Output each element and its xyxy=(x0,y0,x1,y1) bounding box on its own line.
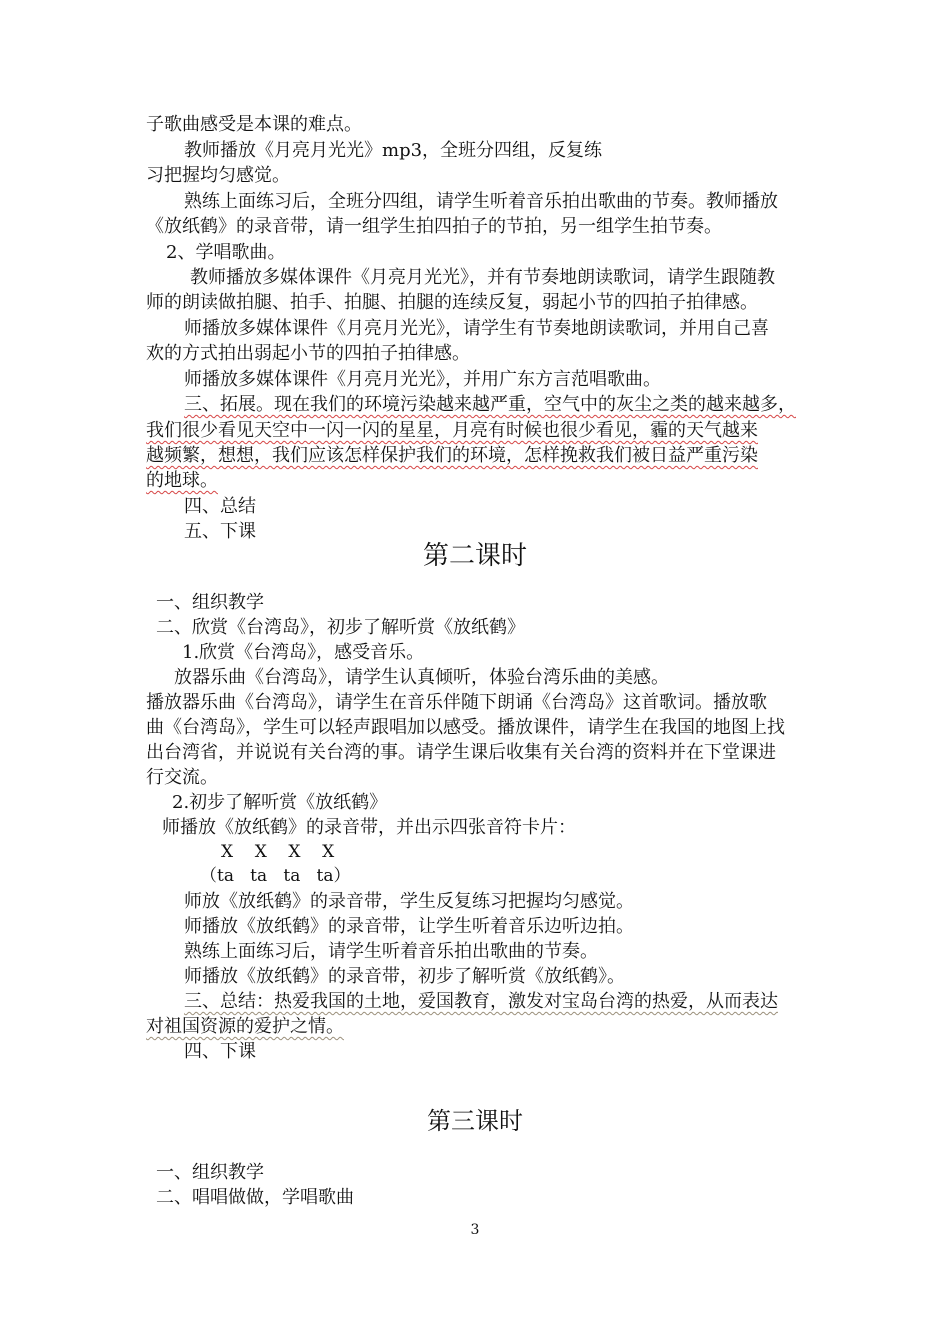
paragraph-line: 欢的方式拍出弱起小节的四拍子拍律感。 xyxy=(146,343,470,364)
paragraph-line: 曲《台湾岛》，学生可以轻声跟唱加以感受。播放课件，请学生在我国的地图上找 xyxy=(146,717,785,738)
paragraph-line: 师播放《放纸鹤》的录音带，让学生听着音乐边听边拍。 xyxy=(184,916,634,937)
paragraph-line: 教师播放多媒体课件《月亮月光光》，并有节奏地朗读歌词，请学生跟随教 xyxy=(190,267,775,288)
paragraph-line: 子歌曲感受是本课的难点。 xyxy=(146,114,362,135)
paragraph-line: 行交流。 xyxy=(146,767,218,788)
paragraph-line: 师播放《放纸鹤》的录音带，并出示四张音符卡片： xyxy=(162,817,576,838)
paragraph-line-summary: 对祖国资源的爱护之情。 xyxy=(146,1016,344,1037)
paragraph-line-extension: 三、拓展。现在我们的环境污染越来越严重，空气中的灰尘之类的越来越多， xyxy=(184,394,796,415)
list-heading: 2.初步了解听赏《放纸鹤》 xyxy=(172,792,388,813)
paragraph-line: 《放纸鹤》的录音带，请一组学生拍四拍子的节拍，另一组学生拍节奏。 xyxy=(146,216,722,237)
paragraph-line: 师放《放纸鹤》的录音带，学生反复练习把握均匀感觉。 xyxy=(184,891,634,912)
paragraph-line-extension: 我们很少看见天空中一闪一闪的星星，月亮有时候也很少看见，霾的天气越来 xyxy=(146,420,758,441)
paragraph-line-extension: 越频繁，想想，我们应该怎样保护我们的环境，怎样挽救我们被日益严重污染 xyxy=(146,445,758,466)
section-heading: 一、组织教学 xyxy=(156,1162,264,1183)
paragraph-line: 师播放《放纸鹤》的录音带，初步了解听赏《放纸鹤》。 xyxy=(184,966,625,987)
paragraph-line: 出台湾省，并说说有关台湾的事。请学生课后收集有关台湾的资料并在下堂课进 xyxy=(146,742,776,763)
paragraph-line: 师播放多媒体课件《月亮月光光》，并用广东方言范唱歌曲。 xyxy=(184,369,661,390)
section-heading: 二、唱唱做做，学唱歌曲 xyxy=(156,1187,354,1208)
section-heading: 二、欣赏《台湾岛》，初步了解听赏《放纸鹤》 xyxy=(156,617,525,638)
paragraph-line-summary: 三、总结：热爱我国的土地，爱国教育，激发对宝岛台湾的热爱，从而表达 xyxy=(184,991,778,1012)
paragraph-line: 放器乐曲《台湾岛》，请学生认真倾听，体验台湾乐曲的美感。 xyxy=(174,667,669,688)
list-heading: 2、学唱歌曲。 xyxy=(166,242,286,263)
paragraph-line: 师的朗读做拍腿、拍手、拍腿、拍腿的连续反复，弱起小节的四拍子拍律感。 xyxy=(146,292,758,313)
paragraph-line: 播放器乐曲《台湾岛》，请学生在音乐伴随下朗诵《台湾岛》这首歌词。播放歌 xyxy=(146,692,767,713)
paragraph-line: 师播放多媒体课件《月亮月光光》，请学生有节奏地朗读歌词，并用自己喜 xyxy=(184,318,769,339)
paragraph-line: 习把握均匀感觉。 xyxy=(146,165,290,186)
paragraph-line-extension: 的地球。 xyxy=(146,470,218,491)
section-heading-dismiss: 五、下课 xyxy=(184,521,256,542)
paragraph-line: 熟练上面练习后，请学生听着音乐拍出歌曲的节奏。 xyxy=(184,941,598,962)
paragraph-line: 熟练上面练习后，全班分四组，请学生听着音乐拍出歌曲的节奏。教师播放 xyxy=(184,191,778,212)
rhythm-syllables: （ta ta ta ta） xyxy=(200,866,351,886)
section-heading-summary: 四、总结 xyxy=(184,496,256,517)
section-heading-dismiss: 四、下课 xyxy=(184,1041,256,1062)
lesson-title: 第三课时 xyxy=(427,1107,523,1135)
lesson-title: 第二课时 xyxy=(422,541,527,571)
list-heading: 1.欣赏《台湾岛》，感受音乐。 xyxy=(182,642,425,663)
paragraph-line: 教师播放《月亮月光光》mp3，全班分四组，反复练 xyxy=(184,140,603,161)
page-number: 3 xyxy=(470,1222,480,1238)
rhythm-notes: X X X X xyxy=(221,842,335,862)
section-heading: 一、组织教学 xyxy=(156,592,264,613)
